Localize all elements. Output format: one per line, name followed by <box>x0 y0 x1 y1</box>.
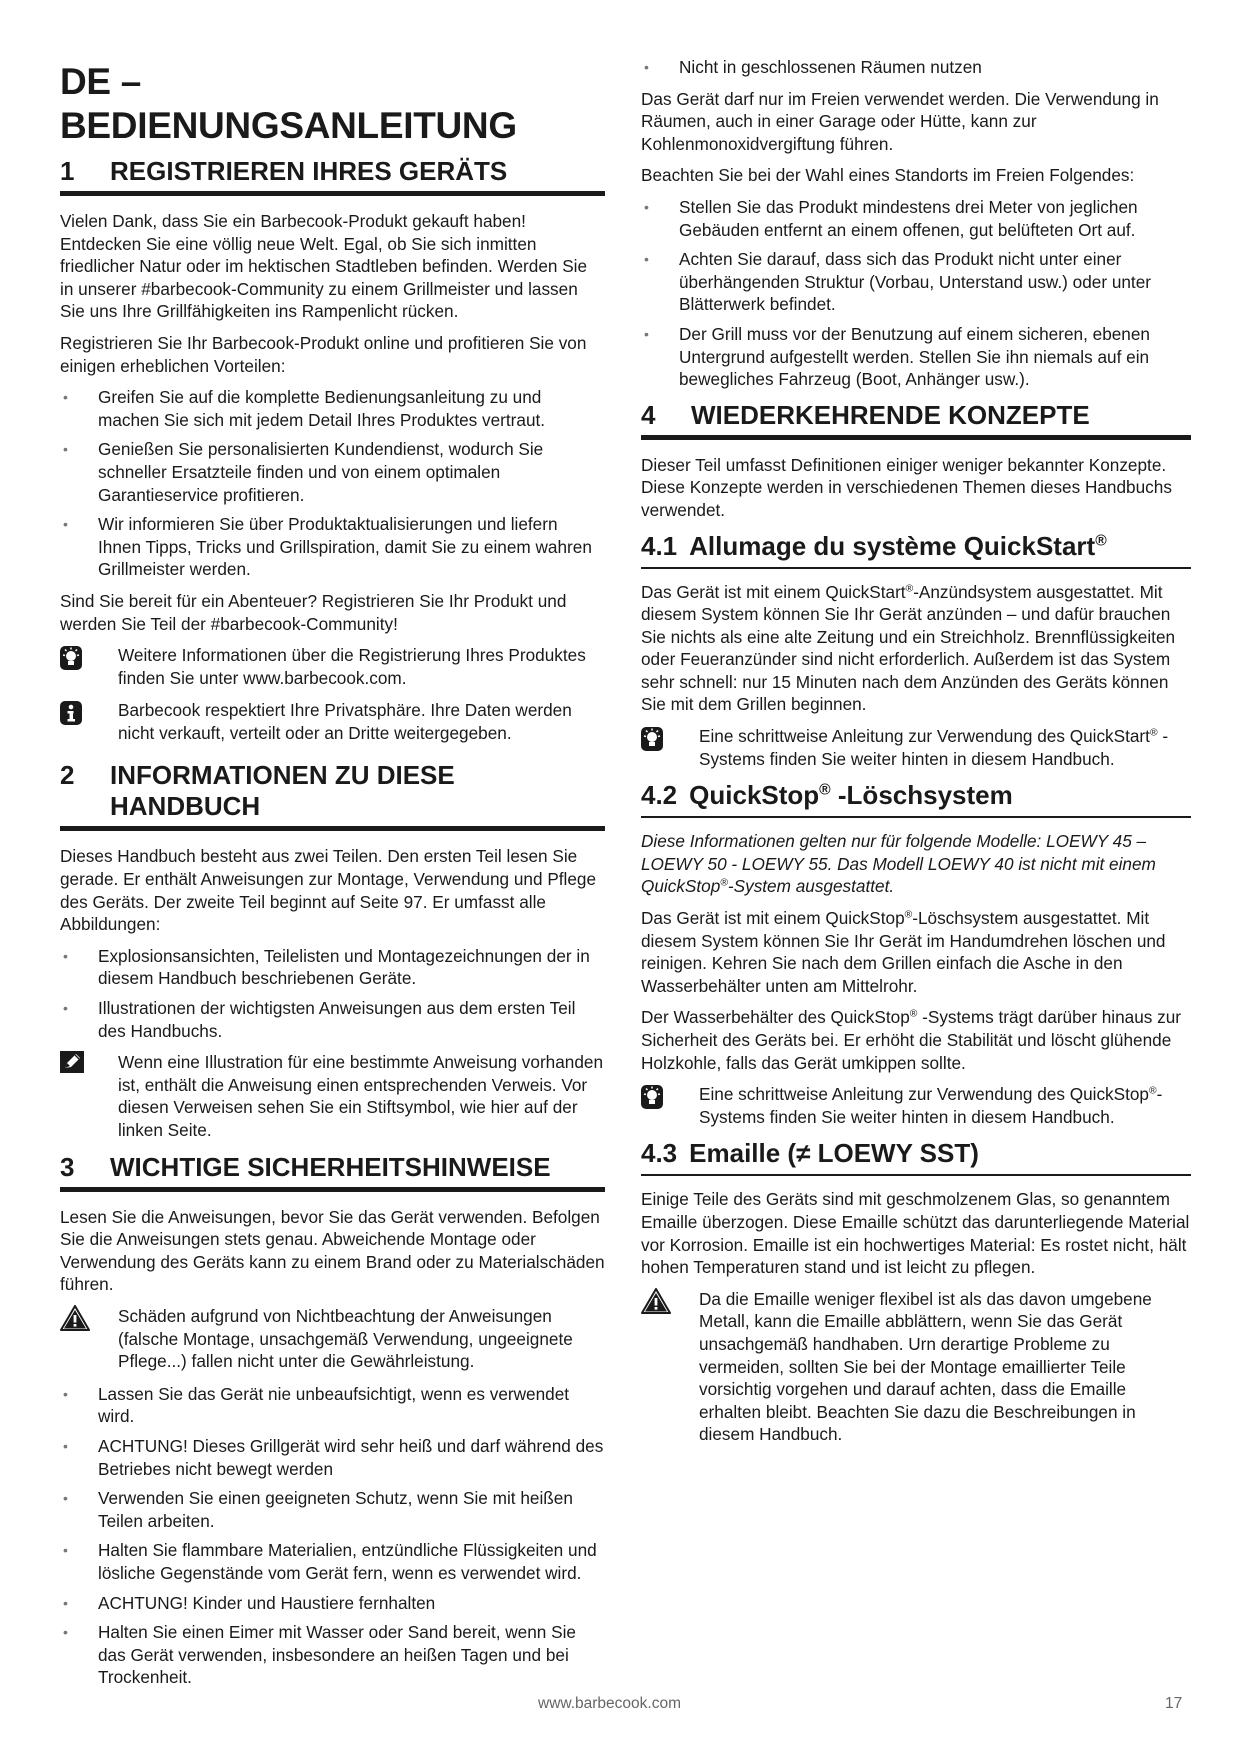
note-text: Wenn eine Illustration für eine bestimmte Anweisung vorhanden ist, enthält die Anweisung einen entsprechenden Verweis. Vor diesen Verweisen sehen Sie ein Stiftsymbol, wie hier auf der linken Seite. <box>118 1052 604 1140</box>
info-note <box>60 699 605 744</box>
note-text <box>699 1083 1191 1128</box>
list-item-text: Stellen Sie das Produkt mindestens drei Meter von jeglichen Gebäuden entfernt an einem offenen, gut belüfteten Ort auf. <box>679 196 1138 240</box>
bullet: • <box>63 947 68 964</box>
list-item-text: Achten Sie darauf, dass sich das Produkt nicht unter einer überhängenden Struktur (Vorbau, Unterstand usw.) oder unter Blätterwerk befindet. <box>679 249 1151 315</box>
page-title: DE – BEDIENUNGSANLEITUNG <box>60 61 517 146</box>
registered-mark: ® <box>905 582 914 594</box>
subsection-number: 4.1 <box>641 530 678 561</box>
note-text: Da die Emaille weniger flexibel ist als das davon umgebene Metall, kann die Emaille abblättern, wenn Sie das Gerät unsachgemäß handhaben. Urn derartige Probleme zu vermeiden, sollten Sie bei der Montage emaillierter Teile vorsichtig vorgehen und darauf achten, dass die Emaille erhalten bleibt. Beachten Sie dazu die Beschreibungen in diesem Handbuch. <box>699 1288 1152 1445</box>
page-number: 17 <box>1165 1695 1183 1712</box>
list-item-text: Halten Sie einen Eimer mit Wasser oder Sand bereit, wenn Sie das Gerät verwenden, insbesondere an heißen Tagen und bei Trockenheit. <box>98 1622 576 1688</box>
list-item <box>60 386 605 431</box>
subsection-title: Allumage du système QuickStart <box>689 530 1096 561</box>
registered-mark: ® <box>819 781 831 799</box>
subsection-title: Emaille (≠ LOEWY SST) <box>689 1138 979 1169</box>
section-4-heading <box>641 400 1191 440</box>
bullet: • <box>644 198 649 215</box>
text-run: -System ausgestattet. <box>727 876 895 897</box>
section-2-heading <box>60 760 605 831</box>
list-item <box>641 323 1191 391</box>
section-number: 1 <box>60 156 75 186</box>
bullet: • <box>63 516 68 533</box>
list-item <box>60 997 605 1042</box>
text-run: -Löschsystem ausgestattet. Mit diesem System können Sie Ihr Gerät im Handumdrehen löschen und reinigen. Kehren Sie nach dem Grillen einfach die Asche in den Wasserbehälter unten am Mittelrohr. <box>641 908 1166 996</box>
subsection-number: 4.2 <box>641 780 678 811</box>
bullet: • <box>63 1490 68 1507</box>
info-icon <box>60 699 118 744</box>
paragraph: Vielen Dank, dass Sie ein Barbecook-Produkt gekauft haben! Entdecken Sie eine völlig neue Welt. Egal, ob Sie sich inmitten friedlicher Natur oder im hektischen Stadtleben befinden. Werden Sie in unserer #barbecook-Community zu einem Grillmeister und lassen Sie uns Ihre Grillfähigkeiten ins Rampenlicht rücken. <box>60 211 588 322</box>
text-run: Diese Informationen gelten nur für folgende Modelle: LOEWY 45 – LOEWY 50 - LOEWY 55. Das Modell LOEWY 40 ist nicht mit einem QuickStop <box>641 831 1156 897</box>
bullet: • <box>644 59 649 75</box>
section-title: WIEDERKEHRENDE KONZEPTE <box>691 399 1090 430</box>
bullet: • <box>63 441 68 458</box>
paragraph: Dieses Handbuch besteht aus zwei Teilen. Den ersten Teil lesen Sie gerade. Er enthält Anweisungen zur Montage, Verwendung und Pflege des Geräts. Der zweite Teil beginnt auf Seite 97. Er umfasst alle Abbildungen: <box>60 846 597 935</box>
list-item-text: Explosionsansichten, Teilelisten und Montagezeichnungen der in diesem Handbuch beschriebenen Geräte. <box>98 945 590 989</box>
subsection-title: QuickStop <box>689 780 820 811</box>
tip-note <box>641 725 1191 770</box>
registered-mark: ® <box>904 909 913 921</box>
list-item <box>60 513 605 581</box>
bullet: • <box>63 1437 68 1454</box>
bullet-list <box>60 386 605 581</box>
list-item-text: Der Grill muss vor der Benutzung auf einem sicheren, ebenen Untergrund aufgestellt werden. Stellen Sie ihn niemals auf ein bewegliches Fahrzeug (Boot, Anhänger usw.). <box>679 323 1150 390</box>
text-run: Das Gerät ist mit einem QuickStop <box>641 908 905 929</box>
list-item-text: Halten Sie flammbare Materialien, entzündliche Flüssigkeiten und lösliche Gegenstände vom Gerät fern, wenn es verwendet wird. <box>98 1540 597 1583</box>
text-run: -Anzündsystem ausgestattet. Mit diesem System können Sie Ihr Gerät anzünden – und dafür brauchen Sie nichts als eine alte Zeitung und ein Streichholz. Brennflüssigkeiten oder Feueranzünder sind nicht erforderlich. Außerdem ist das System sehr schnell: nur 15 Minuten nach dem Anzünden des Geräts können Sie mit dem Grillen beginnen. <box>641 581 1176 715</box>
registered-mark: ® <box>1149 727 1158 739</box>
paragraph <box>641 907 1191 997</box>
bullet: • <box>63 1385 68 1402</box>
tip-note <box>641 1083 1191 1128</box>
section-title: REGISTRIEREN IHRES GERÄTS <box>110 156 508 186</box>
bullet-list <box>60 945 605 1042</box>
list-item <box>60 1621 605 1689</box>
section-title: WICHTIGE SICHERHEITSHINWEISE <box>110 1151 551 1182</box>
list-item <box>60 1592 605 1615</box>
paragraph: Das Gerät darf nur im Freien verwendet werden. Die Verwendung in Räumen, auch in einer Garage oder Hütte, kann zur Kohlenmonoxidvergiftung führen. <box>641 88 1159 154</box>
text-run: Das Gerät ist mit einem QuickStart <box>641 581 906 602</box>
text-run: -Systems finden Sie weiter hinten in diesem Handbuch. <box>699 726 1169 769</box>
pencil-icon <box>60 1051 118 1141</box>
list-item <box>60 1487 605 1532</box>
subsection-4-1-heading <box>641 531 1191 569</box>
subsection-title-rest: -Löschsystem <box>830 780 1013 811</box>
paragraph <box>641 1006 1191 1074</box>
list-item-text: Greifen Sie auf die komplette Bedienungsanleitung zu und machen Sie sich mit jedem Detail Ihres Produktes vertraut. <box>98 387 546 430</box>
bullet: • <box>644 251 649 268</box>
list-item <box>641 248 1191 316</box>
list-item-text: Wir informieren Sie über Produktaktualisierungen und liefern Ihnen Tipps, Tricks und Grillspiration, damit Sie zu einem wahren Grillmeister werden. <box>98 514 592 580</box>
paragraph: Registrieren Sie Ihr Barbecook-Produkt online und profitieren Sie von einigen erheblichen Vorteilen: <box>60 332 587 376</box>
section-title <box>110 760 455 822</box>
list-item-text: ACHTUNG! Dieses Grillgerät wird sehr heiß und darf während des Betriebes nicht bewegt werden <box>98 1435 604 1479</box>
bullet: • <box>63 1624 68 1641</box>
section-number: 4 <box>641 399 656 430</box>
list-item-text: Illustrationen der wichtigsten Anweisungen aus dem ersten Teil des Handbuchs. <box>98 998 576 1041</box>
list-item <box>60 1383 605 1428</box>
list-item-text: Verwenden Sie einen geeigneten Schutz, wenn Sie mit heißen Teilen arbeiten. <box>98 1488 573 1531</box>
paragraph <box>641 581 1191 717</box>
list-item <box>60 1435 605 1480</box>
note-text: Schäden aufgrund von Nichtbeachtung der Anweisungen (falsche Montage, unsachgemäß Verwendung, ungeeignete Pflege...) fallen nicht unter die Gewährleistung. <box>118 1305 573 1372</box>
italic-paragraph <box>641 830 1191 898</box>
paragraph: Dieser Teil umfasst Definitionen einiger weniger bekannter Konzepte. Diese Konzepte werden in verschiedenen Themen dieses Handbuchs verwendet. <box>641 454 1172 520</box>
section-title-line: INFORMATIONEN ZU DIESE <box>110 760 455 791</box>
list-item-text: Nicht in geschlossenen Räumen nutzen <box>679 57 982 77</box>
lightbulb-icon <box>641 1083 699 1128</box>
section-number: 3 <box>60 1151 75 1182</box>
list-item <box>641 196 1191 241</box>
section-number: 2 <box>60 760 75 791</box>
note-text: Weitere Informationen über die Registrierung Ihres Produktes finden Sie unter www.barbecook.com. <box>118 645 586 688</box>
list-item <box>60 1539 605 1584</box>
text-run: -Systems trägt darüber hinaus zur Sicherheit des Geräts bei. Er erhöht die Stabilität und löscht glühende Holzkohle, falls das Gerät umkippen sollte. <box>641 1007 1182 1073</box>
section-1-heading <box>60 156 605 196</box>
warning-icon <box>641 1288 699 1446</box>
list-item <box>641 56 1191 79</box>
bullet-list <box>60 1383 605 1689</box>
registered-mark: ® <box>1149 1085 1157 1097</box>
paragraph: Einige Teile des Geräts sind mit geschmolzenem Glas, so genanntem Emaille überzogen. Diese Emaille schützt das darunterliegende Material vor Korrosion. Emaille ist ein hochwertiges Material: Es rostet nicht, hält hohen Temperaturen stand und ist leicht zu pflegen. <box>641 1189 1190 1278</box>
registered-mark: ® <box>909 1008 918 1020</box>
registered-mark: ® <box>1095 531 1107 549</box>
pencil-note <box>60 1051 605 1141</box>
note-text: Barbecook respektiert Ihre Privatsphäre. Ihre Daten werden nicht verkauft, verteilt oder an Dritte weitergegeben. <box>118 700 572 743</box>
lightbulb-icon <box>60 644 118 689</box>
list-item-text: Genießen Sie personalisierten Kundendienst, wodurch Sie schneller Ersatzteile finden und von einem optimalen Garantieservice profitieren. <box>98 439 544 505</box>
subsection-4-2-heading <box>641 780 1191 818</box>
paragraph: Sind Sie bereit für ein Abenteuer? Registrieren Sie Ihr Produkt und werden Sie Teil der #barbecook-Community! <box>60 590 567 634</box>
list-item <box>60 438 605 506</box>
subsection-number: 4.3 <box>641 1138 678 1169</box>
bullet-list <box>641 196 1191 391</box>
bullet: • <box>63 389 68 406</box>
left-column <box>60 56 605 1698</box>
registered-mark: ® <box>720 877 728 889</box>
tip-note <box>60 644 605 689</box>
warning-note <box>60 1305 605 1373</box>
paragraph: Beachten Sie bei der Wahl eines Standorts im Freien Folgendes: <box>641 165 1135 186</box>
list-item-text: ACHTUNG! Kinder und Haustiere fernhalten <box>98 1592 436 1613</box>
bullet: • <box>63 1000 68 1017</box>
right-column <box>641 56 1191 1456</box>
bullet: • <box>644 325 649 342</box>
bullet: • <box>63 1542 68 1559</box>
subsection-4-3-heading <box>641 1138 1191 1176</box>
bullet: • <box>63 1594 68 1611</box>
text-run: -Systems finden Sie weiter hinten in diesem Handbuch. <box>699 1084 1163 1127</box>
note-text <box>699 725 1191 770</box>
warning-icon <box>60 1305 118 1373</box>
text-run: Der Wasserbehälter des QuickStop <box>641 1007 910 1028</box>
text-run: Eine schrittweise Anleitung zur Verwendung des QuickStart <box>699 726 1150 747</box>
paragraph: Lesen Sie die Anweisungen, bevor Sie das Gerät verwenden. Befolgen Sie die Anweisungen stets genau. Abweichende Montage oder Verwendung des Geräts kann zu einem Brand oder zu Materialschäden führen. <box>60 1206 605 1295</box>
bullet-list <box>641 56 1191 79</box>
list-item-text: Lassen Sie das Gerät nie unbeaufsichtigt, wenn es verwendet wird. <box>98 1383 570 1427</box>
text-run: Eine schrittweise Anleitung zur Verwendung des QuickStop <box>699 1084 1149 1105</box>
lightbulb-icon <box>641 725 699 770</box>
section-title-line: HANDBUCH <box>110 791 261 822</box>
list-item <box>60 945 605 990</box>
section-3-heading <box>60 1152 605 1192</box>
warning-note <box>641 1288 1191 1446</box>
footer-url: www.barbecook.com <box>538 1695 682 1712</box>
